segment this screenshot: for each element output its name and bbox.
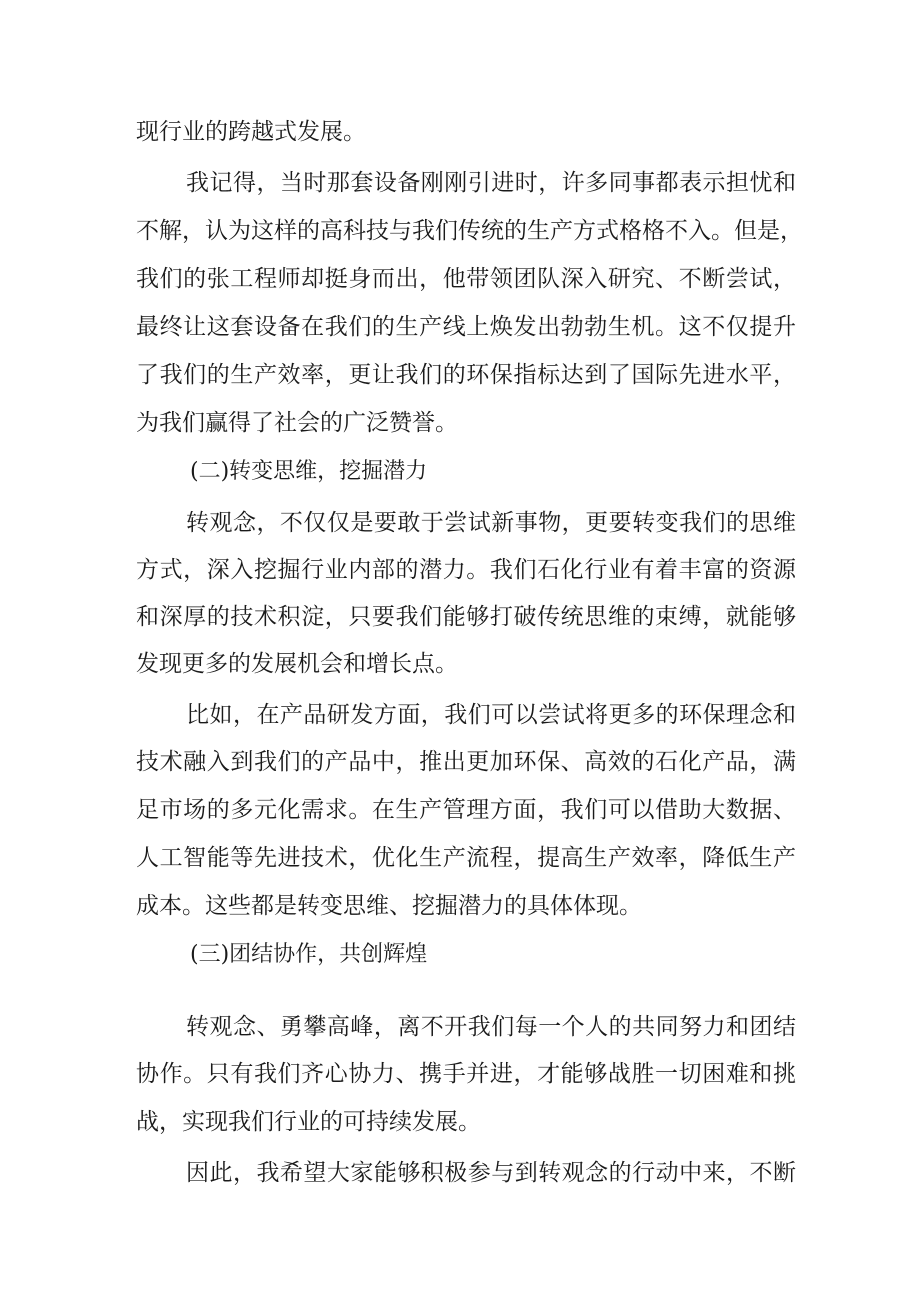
paragraph-line: 因此，我希望大家能够积极参与到转观念的行动中来，不断 <box>186 1160 796 1186</box>
paragraph-line: 足市场的多元化需求。在生产管理方面，我们可以借助大数据、 <box>136 797 796 823</box>
paragraph-line: 战，实现我们行业的可持续发展。 <box>136 1109 481 1135</box>
section-heading: (二)转变思维，挖掘潜力 <box>190 459 428 484</box>
paragraph-line: 技术融入到我们的产品中，推出更加环保、高效的石化产品，满 <box>136 749 796 775</box>
paragraph-line: 和深厚的技术积淀，只要我们能够打破传统思维的束缚，就能够 <box>136 604 796 630</box>
paragraph-line: 转观念、勇攀高峰，离不开我们每一个人的共同努力和团结 <box>186 1014 796 1040</box>
paragraph-line: 我们的张工程师却挺身而出，他带领团队深入研究、不断尝试， <box>136 266 796 292</box>
paragraph-line: 不解，认为这样的高科技与我们传统的生产方式格格不入。但是， <box>136 218 803 244</box>
paragraph-line: 最终让这套设备在我们的生产线上焕发出勃勃生机。这不仅提升 <box>136 314 796 340</box>
paragraph-line: 人工智能等先进技术，优化生产流程，提高生产效率，降低生产 <box>136 845 796 871</box>
paragraph-line: 我记得，当时那套设备刚刚引进时，许多同事都表示担忧和 <box>186 170 796 196</box>
paragraph-line: 协作。只有我们齐心协力、携手并进，才能够战胜一切困难和挑 <box>136 1061 796 1087</box>
paragraph-line: 现行业的跨越式发展。 <box>136 119 366 145</box>
paragraph-line: 比如，在产品研发方面，我们可以尝试将更多的环保理念和 <box>186 702 796 728</box>
paragraph-line: 方式，深入挖掘行业内部的潜力。我们石化行业有着丰富的资源 <box>136 557 796 583</box>
section-heading: (三)团结协作，共创辉煌 <box>190 942 428 967</box>
paragraph-line: 了我们的生产效率，更让我们的环保指标达到了国际先进水平， <box>136 362 796 388</box>
paragraph-line: 发现更多的发展机会和增长点。 <box>136 651 458 677</box>
paragraph-line: 成本。这些都是转变思维、挖掘潜力的具体体现。 <box>136 893 642 919</box>
paragraph-line: 转观念，不仅仅是要敢于尝试新事物，更要转变我们的思维 <box>186 510 796 536</box>
paragraph-line: 为我们赢得了社会的广泛赞誉。 <box>136 410 458 436</box>
